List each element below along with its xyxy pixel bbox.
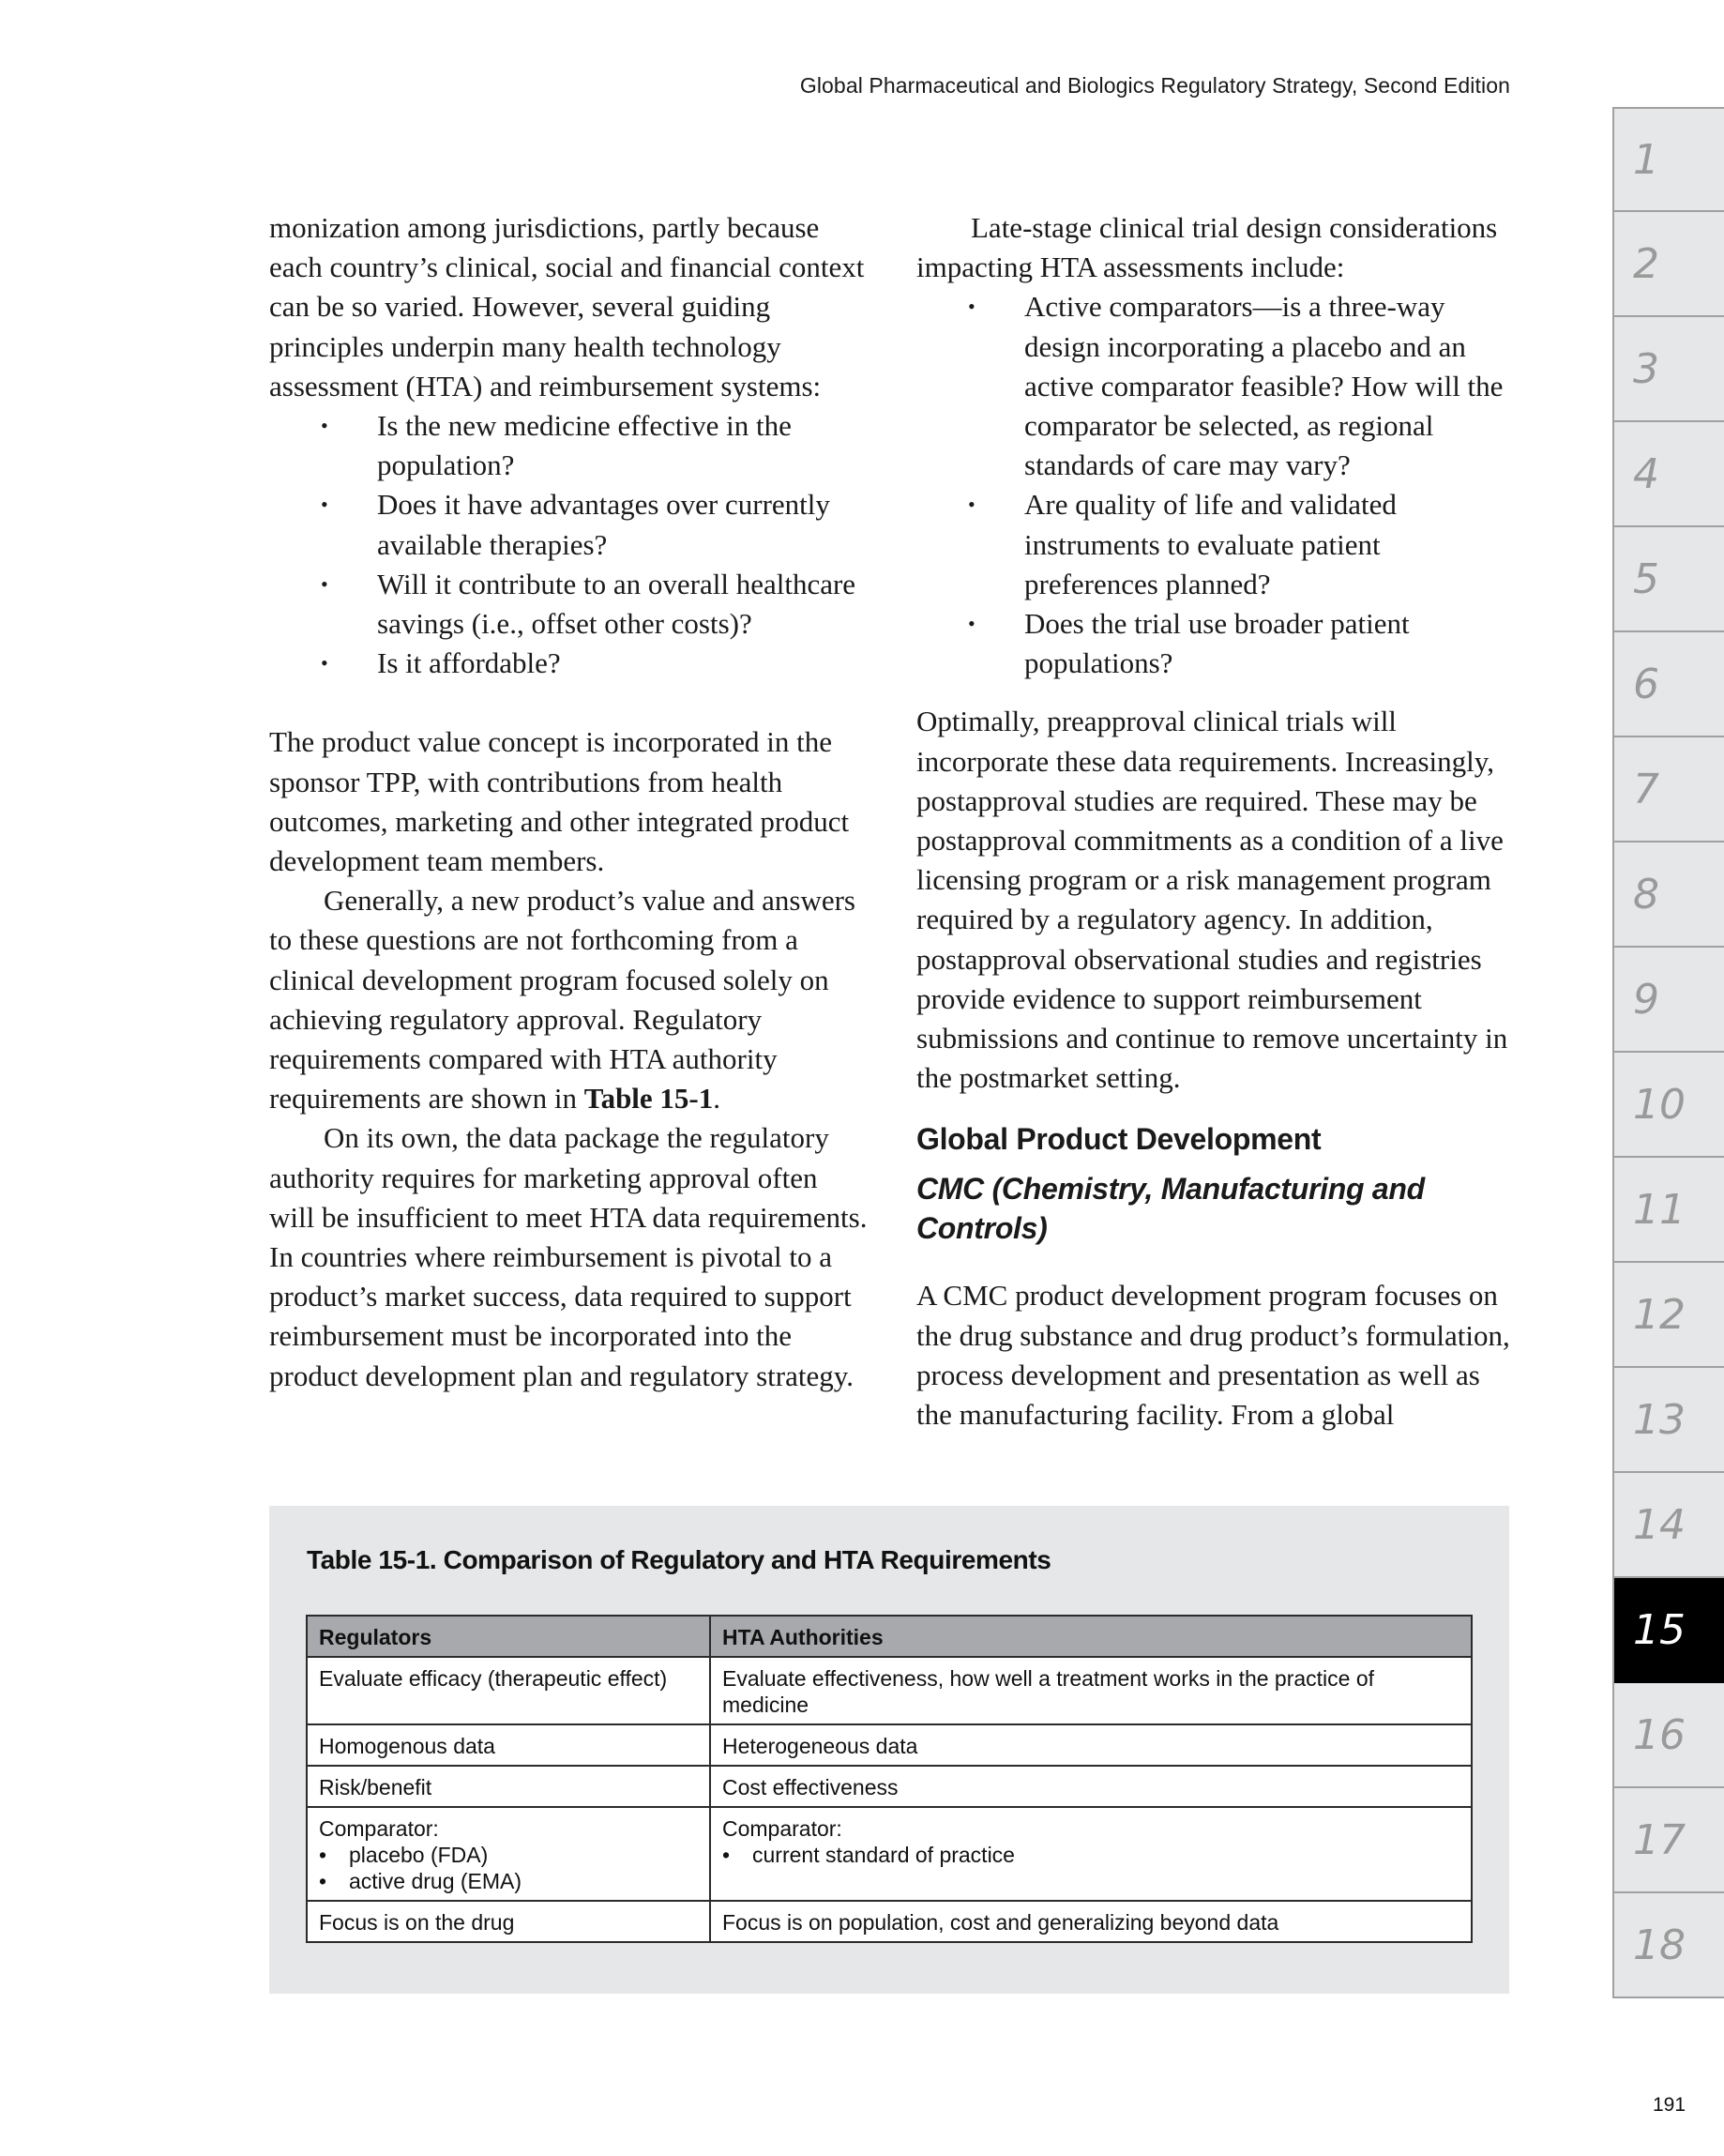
list-item: • current standard of practice [722,1843,1015,1867]
chapter-tab-14[interactable]: 14 [1614,1473,1724,1578]
cell-list [722,1842,1459,1868]
running-header: Global Pharmaceutical and Biologics Regulatory Strategy, Second Edition [799,73,1510,98]
table-cell: Cost effectiveness [710,1766,1472,1807]
list-item: • Active comparators—is a three-way design incorporating a placebo and an active comparator feasible? How will the comparator be selected, as regional standards of care may vary? [916,287,1517,485]
chapter-tab-7[interactable]: 7 [1614,737,1724,843]
paragraph: On its own, the data package the regulatory authority requires for marketing approval often will be insufficient to meet HTA data requirements. In countries where reimbursement is pivotal to a product’s market success, data required to support reimbursement must be incorporated into the product development plan and regulatory strategy. [269,1121,868,1392]
guiding-principles-list [269,406,870,683]
column-header-regulators: Regulators [307,1616,710,1657]
list-item: • Does the trial use broader patient populations? [916,604,1517,683]
table-header-row [307,1616,1472,1657]
list-item: • Are quality of life and validated instruments to evaluate patient preferences planned? [916,485,1517,604]
table-panel [269,1506,1509,1994]
column-header-hta: HTA Authorities [710,1616,1472,1657]
chapter-tab-6[interactable]: 6 [1614,632,1724,737]
table-row [307,1807,1472,1901]
chapter-tabs [1612,107,1724,1998]
table-row [307,1657,1472,1724]
table-cell: Risk/benefit [307,1766,710,1807]
chapter-tab-3[interactable]: 3 [1614,317,1724,422]
table-title: Table 15-1. Comparison of Regulatory and HTA Requirements [307,1545,1051,1574]
chapter-tab-11[interactable]: 11 [1614,1158,1724,1263]
bullet-icon: • [968,612,975,636]
chapter-tab-10[interactable]: 10 [1614,1053,1724,1158]
list-item: • Is it affordable? [269,644,870,683]
chapter-tab-17[interactable]: 17 [1614,1788,1724,1893]
paragraph: The product value concept is incorporated in the sponsor TPP, with contributions from health outcomes, marketing and other integrated product development team members. [269,725,850,878]
intro-paragraph: monization among jurisdictions, partly because each country’s clinical, social and financial context can be so varied. However, several guiding principles underpin many health technology assessment (HTA) and reimbursement systems: [269,211,865,402]
table-cell: Focus is on population, cost and generalizing beyond data [710,1901,1472,1942]
section-heading: Global Product Development [916,1122,1322,1157]
chapter-tab-12[interactable]: 12 [1614,1263,1724,1368]
bullet-icon: • [321,414,328,438]
chapter-tab-8[interactable]: 8 [1614,843,1724,948]
chapter-tab-13[interactable]: 13 [1614,1368,1724,1473]
chapter-tab-16[interactable]: 16 [1614,1683,1724,1788]
page-number: 191 [1653,2094,1686,2116]
bullet-icon: • [321,493,328,517]
chapter-tab-15-active[interactable]: 15 [1614,1578,1724,1683]
chapter-tab-4[interactable]: 4 [1614,422,1724,527]
paragraph: Generally, a new product’s value and answers to these questions are not forthcoming from a clinical development program focused solely on achieving regulatory approval. Regulatory requirements compared with HTA authority requirements are shown in Table 15-1. [269,884,855,1116]
intro-paragraph: Late-stage clinical trial design considerations impacting HTA assessments include: [916,211,1498,284]
bullet-icon: • [968,295,975,319]
left-column [269,208,870,1396]
list-item: • Will it contribute to an overall healthcare savings (i.e., offset other costs)? [269,565,870,644]
chapter-tab-9[interactable]: 9 [1614,948,1724,1053]
chapter-tab-2[interactable]: 2 [1614,212,1724,317]
table-row [307,1766,1472,1807]
right-column [916,208,1517,1435]
list-item: • active drug (EMA) [319,1869,522,1893]
table-cell: Evaluate efficacy (therapeutic effect) [307,1657,710,1724]
table-cell: Comparator: • placebo (FDA) • active drug (EMA) [307,1807,710,1901]
table-reference-link[interactable]: Table 15-1 [583,1082,714,1116]
table-cell: Focus is on the drug [307,1901,710,1942]
list-item: • Does it have advantages over currently available therapies? [269,485,870,564]
paragraph: A CMC product development program focuses on the drug substance and drug product’s formulation, process development and presentation as well as the manufacturing facility. From a global [916,1279,1510,1432]
comparison-table [306,1615,1473,1943]
bullet-icon: • [319,1869,327,1893]
table-cell: Homogenous data [307,1724,710,1766]
chapter-tab-18[interactable]: 18 [1614,1893,1724,1998]
bullet-icon: • [319,1843,327,1867]
table-row [307,1901,1472,1942]
bullet-icon: • [968,493,975,517]
subsection-heading: CMC (Chemistry, Manufacturing and Controls) [916,1172,1425,1246]
list-item: • placebo (FDA) [319,1843,489,1867]
trial-design-list [916,287,1517,683]
bullet-icon: • [321,571,328,596]
bullet-icon: • [722,1843,731,1867]
table-cell: Comparator: • current standard of practice [710,1807,1472,1901]
table-cell: Evaluate effectiveness, how well a treatment works in the practice of medicine [710,1657,1472,1724]
bullet-icon: • [321,651,328,676]
chapter-tab-5[interactable]: 5 [1614,527,1724,632]
table-row [307,1724,1472,1766]
cell-list [319,1842,698,1894]
chapter-tab-1[interactable]: 1 [1614,107,1724,212]
paragraph: Optimally, preapproval clinical trials will incorporate these data requirements. Increasingly, postapproval studies are required. These may be postapproval commitments as a condition of a live licensing program or a risk management program required by a regulatory agency. In addition, postapproval observational studies and registries provide evidence to support reimbursement submissions and continue to remove uncertainty in the postmarket setting. [916,705,1508,1095]
list-item: • Is the new medicine effective in the population? [269,406,870,485]
table-cell: Heterogeneous data [710,1724,1472,1766]
